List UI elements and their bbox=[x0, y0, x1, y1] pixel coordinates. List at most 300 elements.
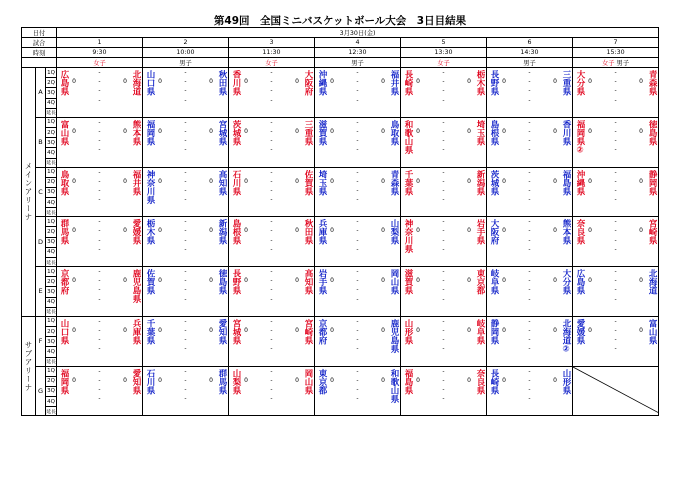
score-dash: - bbox=[528, 168, 531, 176]
score-team-a: 0 bbox=[502, 277, 506, 285]
team-a-name: 香川県 bbox=[231, 70, 241, 96]
team-a-name: 佐賀県 bbox=[145, 269, 155, 295]
score-dash: - bbox=[442, 118, 445, 126]
match-cell bbox=[57, 68, 143, 118]
page-title: 第49回 全国ミニバスケットボール大会 3日目結果 bbox=[213, 15, 467, 27]
court-label: C bbox=[36, 167, 46, 217]
score-line bbox=[229, 168, 314, 177]
match-cell bbox=[401, 117, 487, 167]
score-line bbox=[487, 304, 572, 313]
score-dash: - bbox=[356, 268, 359, 275]
score-column bbox=[229, 217, 314, 263]
score-dash: - bbox=[98, 367, 101, 375]
score-dash: - bbox=[528, 87, 531, 95]
score-column bbox=[487, 367, 572, 413]
score-line bbox=[143, 254, 228, 263]
score-team-a: 0 bbox=[416, 376, 420, 384]
arena-label: メインアリーナ bbox=[22, 68, 36, 317]
match-cell bbox=[229, 366, 315, 416]
score-line bbox=[401, 304, 486, 313]
court-label: A bbox=[36, 68, 46, 118]
score-team-a: 0 bbox=[502, 376, 506, 384]
quarter-label: 4Q bbox=[46, 247, 57, 257]
match-cell bbox=[229, 217, 315, 267]
score-team-b: 0 bbox=[209, 326, 213, 334]
score-team-b: 0 bbox=[467, 277, 471, 285]
team-a-name: 茨城県 bbox=[489, 169, 499, 195]
match-cell bbox=[315, 267, 401, 317]
score-line bbox=[315, 335, 400, 344]
score-line bbox=[573, 105, 658, 114]
score-line bbox=[487, 105, 572, 114]
quarter-label: 延長 bbox=[46, 208, 57, 217]
score-line bbox=[401, 354, 486, 363]
score-team-b: 0 bbox=[467, 127, 471, 135]
score-dash: - bbox=[98, 286, 101, 294]
score-column bbox=[401, 367, 486, 413]
score-line bbox=[143, 86, 228, 95]
score-dash: - bbox=[184, 268, 187, 275]
score-dash: - bbox=[98, 295, 101, 303]
team-b-name: 愛知県 bbox=[131, 368, 141, 394]
score-line bbox=[143, 168, 228, 177]
score-column bbox=[315, 217, 400, 263]
score-team-a: 0 bbox=[244, 177, 248, 185]
score-line bbox=[401, 376, 486, 385]
score-line bbox=[57, 326, 142, 335]
score-dash: - bbox=[270, 78, 273, 86]
score-column bbox=[573, 68, 658, 114]
team-a-name: 福岡県 bbox=[145, 119, 155, 146]
quarter-label: 延長 bbox=[46, 357, 57, 366]
score-dash: - bbox=[270, 118, 273, 126]
score-column bbox=[143, 168, 228, 214]
score-line bbox=[401, 118, 486, 127]
team-a-name: 埼玉県 bbox=[317, 169, 327, 195]
match-cell bbox=[487, 117, 573, 167]
score-line bbox=[401, 168, 486, 177]
score-line bbox=[57, 136, 142, 145]
score-dash: - bbox=[98, 236, 101, 244]
score-line bbox=[57, 118, 142, 127]
match-cell bbox=[315, 68, 401, 118]
match-cell bbox=[573, 167, 659, 217]
score-line bbox=[229, 96, 314, 105]
score-team-a: 0 bbox=[330, 376, 334, 384]
score-dash: - bbox=[184, 385, 187, 393]
score-line bbox=[229, 376, 314, 385]
score-team-b: 0 bbox=[467, 177, 471, 185]
team-b-name: 徳島県 bbox=[647, 119, 658, 146]
team-a-name: 長野県 bbox=[489, 70, 499, 96]
score-column bbox=[401, 68, 486, 114]
match-cell bbox=[143, 316, 229, 366]
score-team-a: 0 bbox=[588, 326, 592, 334]
score-dash: - bbox=[356, 96, 359, 104]
score-line bbox=[401, 136, 486, 145]
score-column bbox=[229, 367, 314, 413]
score-line bbox=[57, 344, 142, 353]
quarter-label: 延長 bbox=[46, 258, 57, 267]
team-a-name: 山梨県 bbox=[231, 368, 241, 394]
score-dash: - bbox=[270, 236, 273, 244]
team-b-name: 徳島県 bbox=[217, 269, 227, 295]
score-dash: - bbox=[528, 326, 531, 334]
team-b-name: 三重県 bbox=[303, 119, 313, 146]
score-dash: - bbox=[98, 168, 101, 176]
score-team-b: 0 bbox=[295, 78, 299, 86]
score-line bbox=[573, 168, 658, 177]
score-line bbox=[573, 354, 658, 363]
team-b-name: 新潟県 bbox=[217, 219, 227, 245]
score-line bbox=[401, 186, 486, 195]
score-line bbox=[143, 155, 228, 164]
score-dash: - bbox=[270, 367, 273, 375]
score-team-a: 0 bbox=[158, 277, 162, 285]
score-dash: - bbox=[356, 177, 359, 185]
score-line bbox=[315, 86, 400, 95]
score-line bbox=[143, 385, 228, 394]
score-line bbox=[487, 177, 572, 186]
team-a-name: 千葉県 bbox=[145, 318, 155, 345]
match-cell bbox=[315, 217, 401, 267]
game-label: 試合 bbox=[22, 38, 57, 48]
score-line bbox=[315, 367, 400, 376]
team-a-name: 滋賀県 bbox=[403, 269, 413, 295]
score-dash: - bbox=[614, 345, 617, 353]
score-dash: - bbox=[270, 127, 273, 135]
score-line bbox=[573, 285, 658, 294]
score-column bbox=[315, 68, 400, 114]
team-a-name: 大分県 bbox=[575, 70, 585, 96]
score-dash: - bbox=[356, 186, 359, 194]
score-dash: - bbox=[356, 218, 359, 226]
score-team-b: 0 bbox=[639, 78, 643, 86]
score-dash: - bbox=[184, 345, 187, 353]
score-line bbox=[57, 155, 142, 164]
blank-cell bbox=[22, 58, 57, 68]
score-line bbox=[487, 376, 572, 385]
team-b-name: 兵庫県 bbox=[131, 318, 141, 345]
game-number: 3 bbox=[229, 38, 315, 48]
score-dash: - bbox=[184, 168, 187, 176]
team-a-name: 福岡県 bbox=[59, 368, 69, 394]
quarter-label: 3Q bbox=[46, 187, 57, 197]
score-line bbox=[573, 127, 658, 136]
quarter-label: 3Q bbox=[46, 138, 57, 148]
score-team-b: 0 bbox=[553, 127, 557, 135]
score-line bbox=[487, 127, 572, 136]
quarter-label: 3Q bbox=[46, 337, 57, 347]
score-dash: - bbox=[98, 177, 101, 185]
score-line bbox=[401, 385, 486, 394]
team-b-name: 熊本県 bbox=[131, 119, 141, 146]
score-line bbox=[229, 367, 314, 376]
team-b-name: 山形県 bbox=[561, 368, 571, 394]
score-line bbox=[487, 344, 572, 353]
score-dash: - bbox=[528, 137, 531, 145]
score-dash: - bbox=[184, 78, 187, 86]
score-dash: - bbox=[184, 227, 187, 235]
score-line bbox=[229, 254, 314, 263]
score-line bbox=[229, 136, 314, 145]
score-line bbox=[143, 295, 228, 304]
score-team-a: 0 bbox=[502, 177, 506, 185]
score-team-b: 0 bbox=[381, 376, 385, 384]
team-b-name: 高知県 bbox=[303, 269, 313, 295]
score-line bbox=[315, 177, 400, 186]
score-line bbox=[57, 394, 142, 403]
score-line bbox=[229, 195, 314, 204]
score-dash: - bbox=[270, 317, 273, 325]
score-line bbox=[401, 105, 486, 114]
score-dash: - bbox=[528, 245, 531, 253]
team-a-name: 広島県 bbox=[59, 70, 69, 96]
score-line bbox=[229, 385, 314, 394]
score-column bbox=[315, 267, 400, 313]
score-column bbox=[573, 168, 658, 214]
team-b-name: 秋田県 bbox=[303, 219, 313, 245]
score-dash: - bbox=[184, 286, 187, 294]
score-dash: - bbox=[614, 218, 617, 226]
score-dash: - bbox=[184, 336, 187, 344]
team-b-name: 和歌山県 bbox=[389, 368, 399, 403]
score-line bbox=[487, 285, 572, 294]
team-a-name: 栃木県 bbox=[145, 219, 155, 245]
score-line bbox=[57, 168, 142, 177]
score-line bbox=[229, 155, 314, 164]
score-team-a: 0 bbox=[330, 78, 334, 86]
quarter-label: 2Q bbox=[46, 127, 57, 137]
score-dash: - bbox=[270, 268, 273, 275]
score-line bbox=[229, 285, 314, 294]
score-column bbox=[57, 317, 142, 363]
team-a-name: 宮城県 bbox=[231, 318, 241, 345]
score-line bbox=[57, 177, 142, 186]
score-team-b: 0 bbox=[381, 78, 385, 86]
score-dash: - bbox=[356, 168, 359, 176]
match-cell bbox=[57, 117, 143, 167]
score-column bbox=[573, 317, 658, 363]
score-dash: - bbox=[184, 118, 187, 126]
score-line bbox=[401, 96, 486, 105]
match-cell bbox=[143, 68, 229, 118]
score-dash: - bbox=[98, 146, 101, 154]
score-dash: - bbox=[528, 345, 531, 353]
score-team-b: 0 bbox=[639, 127, 643, 135]
score-dash: - bbox=[614, 127, 617, 135]
score-team-a: 0 bbox=[588, 127, 592, 135]
score-dash: - bbox=[528, 118, 531, 126]
score-dash: - bbox=[356, 245, 359, 253]
arena-label: サブアリーナ bbox=[22, 316, 36, 416]
score-dash: - bbox=[442, 367, 445, 375]
score-team-a: 0 bbox=[244, 227, 248, 235]
score-dash: - bbox=[270, 385, 273, 393]
score-dash: - bbox=[356, 286, 359, 294]
team-a-name: 福島県 bbox=[403, 368, 413, 394]
score-dash: - bbox=[98, 317, 101, 325]
score-column bbox=[315, 118, 400, 164]
score-dash: - bbox=[528, 295, 531, 303]
score-column bbox=[401, 118, 486, 164]
score-line bbox=[573, 86, 658, 95]
team-b-name: 新潟県 bbox=[475, 169, 485, 195]
score-team-a: 0 bbox=[158, 127, 162, 135]
team-b-name: 宮城県 bbox=[217, 119, 227, 146]
score-dash: - bbox=[614, 268, 617, 275]
score-line bbox=[401, 204, 486, 213]
score-dash: - bbox=[270, 137, 273, 145]
score-line bbox=[229, 317, 314, 326]
match-cell bbox=[229, 68, 315, 118]
score-dash: - bbox=[184, 96, 187, 104]
score-line bbox=[573, 204, 658, 213]
game-time: 9:30 bbox=[57, 48, 143, 58]
score-line bbox=[573, 177, 658, 186]
quarter-label: 3Q bbox=[46, 88, 57, 98]
score-line bbox=[143, 127, 228, 136]
game-time: 11:30 bbox=[229, 48, 315, 58]
match-cell bbox=[487, 217, 573, 267]
score-team-b: 0 bbox=[209, 78, 213, 86]
score-column bbox=[57, 267, 142, 313]
score-team-a: 0 bbox=[502, 78, 506, 86]
score-line bbox=[143, 236, 228, 245]
score-team-b: 0 bbox=[553, 326, 557, 334]
match-cell bbox=[401, 366, 487, 416]
score-dash: - bbox=[98, 227, 101, 235]
score-line bbox=[57, 295, 142, 304]
team-b-name: 高知県 bbox=[217, 169, 227, 195]
score-line bbox=[487, 68, 572, 77]
team-b-name: 宮崎県 bbox=[303, 318, 313, 345]
score-line bbox=[315, 317, 400, 326]
score-team-b: 0 bbox=[295, 326, 299, 334]
score-dash: - bbox=[614, 245, 617, 253]
score-column bbox=[487, 68, 572, 114]
score-dash: - bbox=[270, 395, 273, 403]
score-dash: - bbox=[614, 146, 617, 154]
score-dash: - bbox=[98, 127, 101, 135]
score-dash: - bbox=[356, 376, 359, 384]
team-b-name: 東京都 bbox=[475, 269, 485, 295]
score-line bbox=[57, 285, 142, 294]
score-line bbox=[229, 267, 314, 276]
score-line bbox=[143, 145, 228, 154]
score-team-a: 0 bbox=[72, 78, 76, 86]
score-line bbox=[573, 77, 658, 86]
score-team-a: 0 bbox=[588, 227, 592, 235]
score-column bbox=[229, 267, 314, 313]
score-column bbox=[143, 317, 228, 363]
score-team-a: 0 bbox=[416, 227, 420, 235]
game-time: 10:00 bbox=[143, 48, 229, 58]
score-column bbox=[487, 217, 572, 263]
match-cell bbox=[487, 366, 573, 416]
team-b-name: 北海道 bbox=[131, 70, 141, 96]
score-dash: - bbox=[442, 69, 445, 76]
score-dash: - bbox=[528, 268, 531, 275]
score-line bbox=[573, 344, 658, 353]
team-a-name: 島根県 bbox=[231, 219, 241, 245]
quarter-label: 4Q bbox=[46, 148, 57, 158]
score-dash: - bbox=[184, 295, 187, 303]
score-team-b: 0 bbox=[467, 376, 471, 384]
match-cell bbox=[315, 366, 401, 416]
score-team-b: 0 bbox=[639, 227, 643, 235]
score-team-a: 0 bbox=[158, 78, 162, 86]
score-line bbox=[315, 145, 400, 154]
score-line bbox=[143, 354, 228, 363]
score-line bbox=[143, 245, 228, 254]
score-line bbox=[573, 96, 658, 105]
score-line bbox=[573, 186, 658, 195]
team-b-name: 福井県 bbox=[389, 70, 399, 96]
score-column bbox=[57, 367, 142, 413]
score-line bbox=[143, 186, 228, 195]
score-line bbox=[573, 245, 658, 254]
score-line bbox=[57, 105, 142, 114]
score-column bbox=[315, 367, 400, 413]
score-team-a: 0 bbox=[502, 326, 506, 334]
match-cell bbox=[57, 366, 143, 416]
score-line bbox=[315, 136, 400, 145]
score-line bbox=[143, 285, 228, 294]
score-line bbox=[229, 245, 314, 254]
score-team-a: 0 bbox=[416, 277, 420, 285]
match-cell bbox=[487, 267, 573, 317]
team-b-name: 鹿児島県 bbox=[389, 318, 399, 353]
score-dash: - bbox=[184, 218, 187, 226]
score-line bbox=[229, 344, 314, 353]
score-team-b: 0 bbox=[553, 376, 557, 384]
score-column bbox=[487, 118, 572, 164]
game-number: 2 bbox=[143, 38, 229, 48]
score-team-b: 0 bbox=[467, 78, 471, 86]
score-column bbox=[143, 367, 228, 413]
score-dash: - bbox=[184, 326, 187, 334]
score-line bbox=[487, 403, 572, 412]
score-team-b: 0 bbox=[209, 227, 213, 235]
results-table bbox=[21, 27, 659, 416]
score-line bbox=[487, 155, 572, 164]
score-dash: - bbox=[442, 245, 445, 253]
score-line bbox=[57, 217, 142, 226]
team-a-name: 長崎県 bbox=[403, 70, 413, 96]
score-dash: - bbox=[270, 245, 273, 253]
score-dash: - bbox=[270, 277, 273, 285]
score-column bbox=[401, 168, 486, 214]
score-team-a: 0 bbox=[588, 277, 592, 285]
team-a-name: 鳥取県 bbox=[59, 169, 69, 195]
team-a-name: 大阪府 bbox=[489, 219, 499, 245]
match-cell bbox=[573, 316, 659, 366]
date-value: 3月30日(金) bbox=[57, 28, 659, 38]
score-line bbox=[315, 267, 400, 276]
score-line bbox=[143, 226, 228, 235]
score-dash: - bbox=[356, 295, 359, 303]
score-dash: - bbox=[184, 277, 187, 285]
score-line bbox=[143, 204, 228, 213]
score-line bbox=[487, 86, 572, 95]
score-team-a: 0 bbox=[244, 127, 248, 135]
score-dash: - bbox=[614, 196, 617, 204]
score-line bbox=[143, 195, 228, 204]
score-dash: - bbox=[184, 367, 187, 375]
game-number: 1 bbox=[57, 38, 143, 48]
division-text: 女子 bbox=[601, 60, 615, 67]
